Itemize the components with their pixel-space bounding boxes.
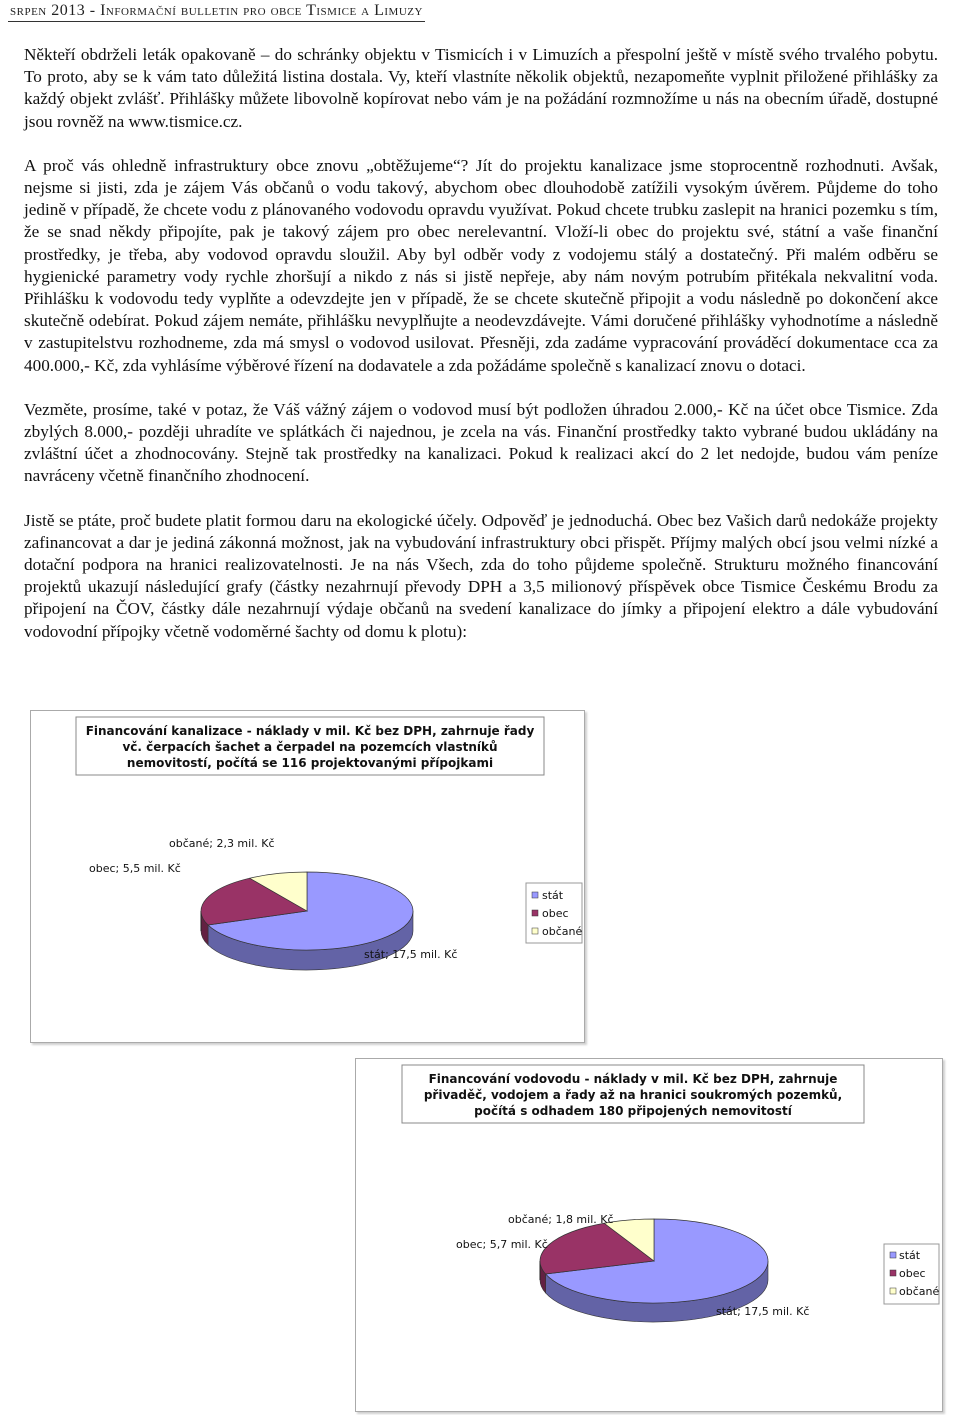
chart-kanalizace-svg [31, 711, 584, 1042]
legend-swatch-obec [890, 1270, 896, 1276]
chart-title-line-2: vč. čerpacích šachet a čerpadel na pozemcích vlastníků [122, 740, 498, 754]
legend-label-obec: obec [542, 907, 569, 920]
chart-title-line-3: nemovitostí, počítá se 116 projektovanými přípojkami [126, 756, 494, 770]
article-body [24, 44, 938, 665]
page-header: srpen 2013 - Informační bulletin pro obce Tismice a Limuzy [8, 0, 425, 22]
legend-label-stat: stát [899, 1249, 921, 1262]
pie-label-stat: stát; 17,5 mil. Kč [716, 1305, 810, 1318]
chart-title-line-3: počítá s odhadem 180 připojených nemovitostí [474, 1104, 792, 1118]
pie-label-obcane: občané; 1,8 mil. Kč [508, 1213, 614, 1226]
legend-label-obec: obec [899, 1267, 926, 1280]
chart-title-line-2: přivaděč, vodojem a řady až na hranici soukromých pozemků, [423, 1088, 843, 1102]
paragraph-2: A proč vás ohledně infrastruktury obce znovu „obtěžujeme“? Jít do projektu kanalizace jsme stoprocentně rozhodnuti. Avšak, nejsme si jisti, zda je zájem Vás občanů o vodu takový, abychom obec dlouhodobě zatížili vysokým úvěrem. Půjdeme do toho jedině v případě, že chcete vodu z plánovaného vodovodu opravdu využívat. Pokud chcete trubku zaslepit na hranici pozemku s tím, že se snad někdy připojíte, pak je takový zájem pro obec nerelevantní. Vloží-li obec do projektu své, státní a vaše finanční prostředky, je třeba, aby vodovod opravdu sloužil. Aby byl odběr vody z vodojemu stálý a dostatečný. Při malém odběru se hygienické parametry vody rychle zhoršují a nikdo z nás si jistě nepřeje, aby nám novým potrubím přitékala nekvalitní voda. Přihlášku k vodovodu tedy vyplňte a odevzdejte jen v případě, že se chcete skutečně připojit a vodu následně po dokončení akce skutečně odebírat. Pokud zájem nemáte, přihlášku nevyplňujte a neodevzdávejte. Vámi doručené přihlášky vyhodnotíme a následně v zastupitelstvu rozhodneme, zda má smysl o vodovod usilovat. Přesněji, zda zadáme vypracování prováděcí dokumentace cca za 400.000,- Kč, zda vyhlásíme výběrové řízení na dodavatele a zda požádáme společně s kanalizací znovu o dotaci. [24, 155, 938, 375]
chart-vodovod [355, 1058, 943, 1412]
legend-label-obcane: občané [542, 925, 583, 938]
paragraph-3: Vezměte, prosíme, také v potaz, že Váš vážný zájem o vodovod musí být podložen úhradou 2.000,- Kč na účet obce Tismice. Zda zbylých 8.000,- později uhradíte ve splátkách či najednou, je zcela na vás. Finanční prostředky takto vybrané budou ukládány na zvláštní účet a zhodnocovány. Stejně tak prostředky na kanalizaci. Pokud k realizaci akcí do 2 let nedojde, budou vám peníze navráceny včetně finančního zhodnocení. [24, 399, 938, 486]
chart-title-line-1: Financování kanalizace - náklady v mil. Kč bez DPH, zahrnuje řady [85, 724, 535, 738]
legend-swatch-stat [890, 1252, 896, 1258]
paragraph-1: Někteří obdrželi leták opakovaně – do schránky objektu v Tismicích i v Limuzích a přespolní ještě v místě svého trvalého pobytu. To proto, aby se k vám tato důležitá listina dostala. Vy, kteří vlastníte několik objektů, nezapomeňte vyplnit přiložené přihlášky za každý objekt zvlášť. Přihlášky můžete libovolně kopírovat nebo vám je na požádání rozmnožíme u nás na obecním úřadě, dostupné jsou rovněž na www.tismice.cz. [24, 45, 938, 131]
legend-swatch-obcane [532, 928, 538, 934]
chart-kanalizace [30, 710, 585, 1043]
chart-title-line-1: Financování vodovodu - náklady v mil. Kč bez DPH, zahrnuje [428, 1072, 838, 1086]
pie-label-stat: stát; 17,5 mil. Kč [364, 948, 458, 961]
chart-vodovod-svg [356, 1059, 942, 1411]
pie-label-obec: obec; 5,5 mil. Kč [89, 862, 181, 875]
pie-label-obec: obec; 5,7 mil. Kč [456, 1238, 548, 1251]
paragraph-4: Jistě se ptáte, proč budete platit formou daru na ekologické účely. Odpověď je jednoduchá. Obec bez Vašich darů nedokáže projekty zafinancovat a dar je jediná zákonná možnost, jak na vybudování infrastruktury obci přispět. Příjmy malých obcí jsou velmi nízké a dotační podpora na hranici realizovatelnosti. Je na nás Všech, zda do toho půjdeme společně. Strukturu možného financování projektů ukazují následující grafy (částky nezahrnují převody DPH a 3,5 milionový příspěvek obce Tismice Českému Brodu za připojení na ČOV, částky dále nezahrnují výdaje občanů na svedení kanalizace do jímky a připojení elektro a dále vybudování vodovodní přípojky včetně vodoměrné šachty od domu k plotu): [24, 510, 938, 641]
pie-label-obcane: občané; 2,3 mil. Kč [169, 837, 275, 850]
legend-swatch-stat [532, 892, 538, 898]
legend-label-stat: stát [542, 889, 564, 902]
legend-label-obcane: občané [899, 1285, 940, 1298]
legend-swatch-obec [532, 910, 538, 916]
legend-swatch-obcane [890, 1288, 896, 1294]
